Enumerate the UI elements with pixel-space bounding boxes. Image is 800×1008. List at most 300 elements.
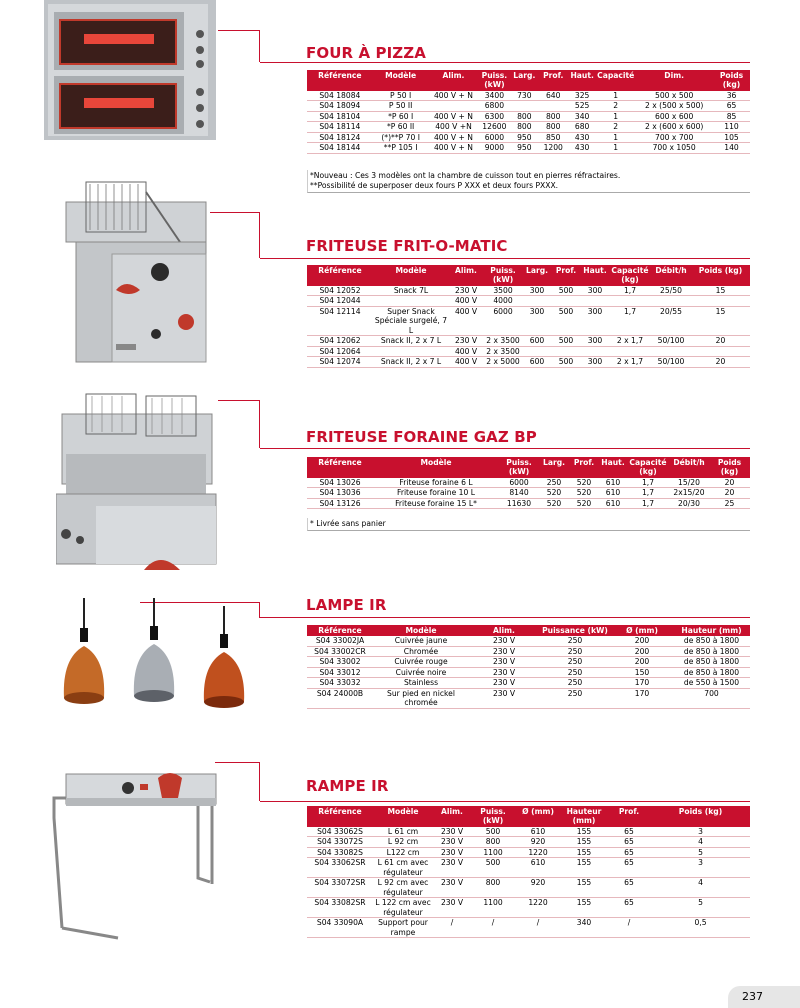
lampe-table-cell: 250 [539, 657, 611, 667]
rampe-table-cell: S04 33082SR [307, 898, 373, 918]
lampe-table-row [307, 636, 750, 646]
fritomatic-table-cell: 25/50 [651, 285, 691, 295]
fritomatic-table-cell: 300 [523, 285, 551, 295]
rampe-header-cell: Prof. [607, 806, 651, 826]
foraine-table-cell: 520 [539, 488, 569, 498]
pizza-table-cell: 950 [510, 143, 538, 153]
fritomatic-table-cell: S04 12114 [307, 306, 373, 335]
pizza-table-cell: 1 [596, 143, 635, 153]
lampe-ir-image [54, 598, 254, 720]
foraine-table-row [307, 477, 750, 487]
pizza-table-cell [429, 101, 479, 111]
foraine-table-cell: 520 [569, 488, 599, 498]
lampe-table-row [307, 678, 750, 688]
fritomatic-table-cell: 600 [523, 336, 551, 346]
pizza-table-cell: 1 [596, 90, 635, 100]
fritomatic-table-row [307, 296, 750, 306]
pizza-table-cell: 2 x (600 x 600) [635, 122, 713, 132]
pizza-table-row [307, 111, 750, 121]
rampe-table-cell: 155 [561, 826, 607, 836]
foraine-connector [218, 400, 260, 448]
rampe-table-cell: 65 [607, 898, 651, 918]
fritomatic-connector [210, 212, 260, 258]
lampe-table-cell: 200 [611, 657, 673, 667]
rampe-table-cell: S04 33072SR [307, 878, 373, 898]
foraine-table-cell: 20/30 [669, 498, 709, 508]
fritomatic-header-cell: Prof. [551, 265, 581, 285]
fritomatic-table-cell: 400 V [449, 306, 483, 335]
pizza-table-cell: 400 V + N [429, 143, 479, 153]
fritomatic-table-cell [691, 346, 750, 356]
page-number: 237 [728, 986, 800, 1008]
lampe-table-row [307, 646, 750, 656]
pizza-table-cell: 1 [596, 111, 635, 121]
fritomatic-table-cell: 400 V [449, 346, 483, 356]
rampe-table-cell: L 92 cm avec régulateur [373, 878, 433, 898]
pizza-table-cell: 6300 [478, 111, 510, 121]
lampe-table-cell: 170 [611, 678, 673, 688]
pizza-table-cell: S04 18144 [307, 143, 373, 153]
rampe-table-row [307, 837, 750, 847]
rampe-table-cell: 0,5 [651, 918, 750, 938]
pizza-table-cell: 325 [568, 90, 596, 100]
rampe-title: RAMPE IR [306, 777, 389, 795]
rampe-table-row [307, 847, 750, 857]
fritomatic-table-cell: 1,7 [609, 285, 651, 295]
pizza-table-cell [538, 101, 568, 111]
pizza-table-row [307, 101, 750, 111]
pizza-table-row [307, 132, 750, 142]
fritomatic-header-cell: Modèle [373, 265, 449, 285]
rampe-table-cell: 1220 [515, 847, 561, 857]
pizza-table-cell: 525 [568, 101, 596, 111]
foraine-table-cell: 610 [599, 498, 627, 508]
fritomatic-table-cell [551, 296, 581, 306]
rampe-header-cell: Modèle [373, 806, 433, 826]
rampe-table-row [307, 918, 750, 938]
rampe-table-cell: 230 V [433, 837, 471, 847]
pizza-table-cell: 800 [538, 122, 568, 132]
rampe-table-cell: L 122 cm avec régulateur [373, 898, 433, 918]
rampe-table-cell: S04 33082S [307, 847, 373, 857]
fritomatic-header-cell: Larg. [523, 265, 551, 285]
foraine-table-cell: S04 13036 [307, 488, 373, 498]
pizza-table-cell: 400 V +N [429, 122, 479, 132]
lampe-table-cell: 200 [611, 646, 673, 656]
pizza-table-cell: 6800 [478, 101, 510, 111]
pizza-table-cell: 140 [713, 143, 750, 153]
lampe-table-cell: 200 [611, 636, 673, 646]
fritomatic-table-cell: 500 [551, 306, 581, 335]
pizza-table-cell: S04 18084 [307, 90, 373, 100]
pizza-table [307, 70, 750, 154]
rampe-table-cell: 155 [561, 898, 607, 918]
rampe-header-cell: Puiss. (kW) [471, 806, 515, 826]
fritomatic-table-cell: 6000 [483, 306, 523, 335]
fritomatic-table-cell: 50/100 [651, 357, 691, 367]
lampe-table-cell: 230 V [469, 646, 539, 656]
fritomatic-table-cell: Snack II, 2 x 7 L [373, 336, 449, 346]
foraine-header-cell: Puiss. (kW) [499, 457, 539, 477]
pizza-table-cell: 800 [510, 122, 538, 132]
fritomatic-table-cell: 15 [691, 306, 750, 335]
pizza-note: **Possibilité de superposer deux fours P XXX et deux fours PXXX. [310, 180, 559, 190]
lampe-table-cell: 250 [539, 667, 611, 677]
fritomatic-header-cell: Débit/h [651, 265, 691, 285]
rampe-table-cell: 1220 [515, 898, 561, 918]
rampe-table-cell: 610 [515, 858, 561, 878]
rampe-table-cell: 1100 [471, 898, 515, 918]
pizza-table-cell: 36 [713, 90, 750, 100]
fritomatic-header-cell: Alim. [449, 265, 483, 285]
pizza-header-cell: Capacité [596, 70, 635, 90]
foraine-table-row [307, 488, 750, 498]
lampe-header-cell: Alim. [469, 625, 539, 636]
fritomatic-header-cell: Haut. [581, 265, 609, 285]
lampe-table-cell: Stainless [373, 678, 469, 688]
fritomatic-table-cell: 500 [551, 336, 581, 346]
fritomatic-table-cell: 300 [581, 285, 609, 295]
rampe-header-cell: Hauteur (mm) [561, 806, 607, 826]
rampe-table [307, 806, 750, 938]
pizza-table-cell: 3400 [478, 90, 510, 100]
lampe-table-row [307, 667, 750, 677]
rampe-table-cell: 920 [515, 878, 561, 898]
pizza-table-row [307, 90, 750, 100]
fritomatic-table-cell: 230 V [449, 285, 483, 295]
pizza-table-cell: S04 18104 [307, 111, 373, 121]
rampe-table-cell: S04 33072S [307, 837, 373, 847]
rampe-table-cell: 230 V [433, 847, 471, 857]
pizza-table-cell: 1 [596, 132, 635, 142]
lampe-connector-h [260, 617, 750, 618]
pizza-notes [307, 170, 750, 193]
pizza-table-cell: 2 [596, 122, 635, 132]
pizza-table-cell: 105 [713, 132, 750, 142]
rampe-table-cell: 500 [471, 858, 515, 878]
pizza-table-cell: 110 [713, 122, 750, 132]
foraine-title: FRITEUSE FORAINE GAZ BP [306, 428, 537, 446]
pizza-note: *Nouveau : Ces 3 modèles ont la chambre de cuisson tout en pierres réfractaires. [310, 171, 621, 180]
rampe-table-cell: S04 33062S [307, 826, 373, 836]
foraine-table-cell: 1,7 [627, 477, 669, 487]
foraine-table-cell: Friteuse foraine 15 L* [373, 498, 499, 508]
lampe-table-cell: de 850 à 1800 [673, 667, 750, 677]
lampe-table-cell: 250 [539, 678, 611, 688]
rampe-header-cell: Ø (mm) [515, 806, 561, 826]
foraine-table-cell: 20 [709, 488, 750, 498]
pizza-table-cell: 400 V + N [429, 90, 479, 100]
fritomatic-table-cell [373, 296, 449, 306]
fritomatic-table-cell: S04 12044 [307, 296, 373, 306]
fritomatic-table-cell: 20/55 [651, 306, 691, 335]
fritomatic-table-cell: S04 12062 [307, 336, 373, 346]
pizza-table-cell [510, 101, 538, 111]
fritomatic-table-cell: 1,7 [609, 306, 651, 335]
rampe-table-cell: 65 [607, 878, 651, 898]
pizza-table-cell: S04 18114 [307, 122, 373, 132]
foraine-header-cell: Capacité (kg) [627, 457, 669, 477]
lampe-table-cell: Chromée [373, 646, 469, 656]
fritomatic-table-cell: 300 [581, 336, 609, 346]
pizza-table-cell: S04 18124 [307, 132, 373, 142]
fritomatic-table-cell: 20 [691, 336, 750, 346]
pizza-table-cell: 950 [510, 132, 538, 142]
pizza-table-cell: 1200 [538, 143, 568, 153]
pizza-table-cell: 430 [568, 143, 596, 153]
foraine-connector-h [260, 448, 750, 449]
pizza-table-cell: S04 18094 [307, 101, 373, 111]
lampe-header-cell: Hauteur (mm) [673, 625, 750, 636]
lampe-table-cell: Cuivrée rouge [373, 657, 469, 667]
fritomatic-table-cell: 15 [691, 285, 750, 295]
lampe-table-cell: de 550 à 1500 [673, 678, 750, 688]
rampe-table-cell: 155 [561, 858, 607, 878]
foraine-table-cell: 2x15/20 [669, 488, 709, 498]
lampe-table-row [307, 657, 750, 667]
fritomatic-table-cell: 300 [581, 357, 609, 367]
foraine-table-cell: 1,7 [627, 488, 669, 498]
rampe-table-cell: 3 [651, 826, 750, 836]
rampe-connector-h [260, 801, 750, 802]
rampe-table-cell: / [607, 918, 651, 938]
fritomatic-table-cell: 230 V [449, 336, 483, 346]
fritomatic-table-cell [523, 346, 551, 356]
foraine-table-cell: 20 [709, 477, 750, 487]
rampe-header-cell: Alim. [433, 806, 471, 826]
lampe-table-cell: S04 33032 [307, 678, 373, 688]
pizza-table-cell: P 50 II [373, 101, 429, 111]
rampe-table-cell: 1100 [471, 847, 515, 857]
fritomatic-table-cell [581, 296, 609, 306]
fritomatic-table-cell [523, 296, 551, 306]
rampe-table-cell: 5 [651, 847, 750, 857]
pizza-table-cell: 9000 [478, 143, 510, 153]
foraine-note: * Livrée sans panier [310, 519, 386, 528]
pizza-header-cell: Modèle [373, 70, 429, 90]
lampe-table-row [307, 688, 750, 708]
pizza-table-cell: 730 [510, 90, 538, 100]
rampe-table-cell: 800 [471, 878, 515, 898]
pizza-table-cell: (*)**P 70 I [373, 132, 429, 142]
rampe-table-row [307, 878, 750, 898]
foraine-table-cell: 8140 [499, 488, 539, 498]
fritomatic-table-cell: 50/100 [651, 336, 691, 346]
pizza-header-cell: Prof. [538, 70, 568, 90]
foraine-header-cell: Débit/h [669, 457, 709, 477]
pizza-table-cell: 640 [538, 90, 568, 100]
lampe-table-cell: S04 33002JA [307, 636, 373, 646]
fritomatic-table-cell: 3500 [483, 285, 523, 295]
rampe-table-cell: S04 33062SR [307, 858, 373, 878]
fritomatic-table-row [307, 346, 750, 356]
lampe-title: LAMPE IR [306, 596, 387, 614]
pizza-table-cell: 680 [568, 122, 596, 132]
fritomatic-table-cell: 300 [523, 306, 551, 335]
rampe-header-cell: Référence [307, 806, 373, 826]
pizza-title: FOUR À PIZZA [306, 44, 426, 62]
foraine-table-cell: 520 [569, 498, 599, 508]
pizza-table-cell: 700 x 1050 [635, 143, 713, 153]
rampe-table-cell: / [515, 918, 561, 938]
rampe-table-cell: L122 cm [373, 847, 433, 857]
rampe-table-row [307, 858, 750, 878]
rampe-ir-image [48, 768, 224, 948]
foraine-header-cell: Poids (kg) [709, 457, 750, 477]
lampe-table-cell: de 850 à 1800 [673, 646, 750, 656]
fritomatic-table-cell: S04 12064 [307, 346, 373, 356]
rampe-header-cell: Poids (kg) [651, 806, 750, 826]
lampe-table-cell: de 850 à 1800 [673, 657, 750, 667]
rampe-table-row [307, 898, 750, 918]
fritomatic-table-cell [651, 346, 691, 356]
fritomatic-table-row [307, 285, 750, 295]
lampe-table-cell: Cuivrée jaune [373, 636, 469, 646]
lampe-table-cell: S04 33002CR [307, 646, 373, 656]
foraine-table-cell: S04 13126 [307, 498, 373, 508]
pizza-table-cell: 2 [596, 101, 635, 111]
fritomatic-table-cell: 300 [581, 306, 609, 335]
fritomatic-table-cell: 400 V [449, 357, 483, 367]
fritomatic-table-cell: Snack 7L [373, 285, 449, 295]
fritomatic-header-cell: Capacité (kg) [609, 265, 651, 285]
lampe-header-cell: Modèle [373, 625, 469, 636]
foraine-table [307, 457, 750, 509]
lampe-table-cell: S04 33002 [307, 657, 373, 667]
fritomatic-table-row [307, 357, 750, 367]
lampe-table-cell: Cuivrée noire [373, 667, 469, 677]
pizza-table-row [307, 143, 750, 153]
pizza-table-row [307, 122, 750, 132]
fritomatic-table-cell: 500 [551, 357, 581, 367]
rampe-table-cell: 800 [471, 837, 515, 847]
fritomatic-table-cell [691, 296, 750, 306]
lampe-table-cell: 170 [611, 688, 673, 708]
lampe-header-cell: Ø (mm) [611, 625, 673, 636]
foraine-table-cell: 6000 [499, 477, 539, 487]
rampe-table-cell: 4 [651, 878, 750, 898]
lampe-table-cell: 250 [539, 646, 611, 656]
rampe-table-cell: 155 [561, 847, 607, 857]
foraine-notes [307, 518, 750, 531]
lampe-table-cell: S04 33012 [307, 667, 373, 677]
rampe-table-cell: 65 [607, 847, 651, 857]
pizza-table-cell: **P 105 I [373, 143, 429, 153]
lampe-table-cell: 230 V [469, 657, 539, 667]
fritomatic-table-cell [609, 346, 651, 356]
lampe-header-cell: Référence [307, 625, 373, 636]
fritomatic-table-cell: 600 [523, 357, 551, 367]
fritomatic-table-cell: 500 [551, 285, 581, 295]
foraine-header-cell: Modèle [373, 457, 499, 477]
pizza-header-cell: Référence [307, 70, 373, 90]
fritomatic-table-cell [581, 346, 609, 356]
fritomatic-table-row [307, 336, 750, 346]
fritomatic-table-cell [651, 296, 691, 306]
lampe-table-cell: Sur pied en nickel chromée [373, 688, 469, 708]
foraine-table-cell: Friteuse foraine 6 L [373, 477, 499, 487]
rampe-table-cell: 3 [651, 858, 750, 878]
pizza-table-cell: 500 x 500 [635, 90, 713, 100]
rampe-table-cell: 65 [607, 826, 651, 836]
rampe-table-cell: L 92 cm [373, 837, 433, 847]
foraine-header-cell: Référence [307, 457, 373, 477]
rampe-table-cell: / [433, 918, 471, 938]
rampe-table-cell: 230 V [433, 878, 471, 898]
pizza-header-cell: Larg. [510, 70, 538, 90]
rampe-table-cell: 5 [651, 898, 750, 918]
rampe-table-cell: / [471, 918, 515, 938]
pizza-table-cell: 2 x (500 x 500) [635, 101, 713, 111]
lampe-table [307, 625, 750, 709]
rampe-table-cell: 65 [607, 837, 651, 847]
rampe-table-cell: 500 [471, 826, 515, 836]
fritomatic-table [307, 265, 750, 368]
fritomatic-table-cell: 4000 [483, 296, 523, 306]
foraine-fryer-image [56, 384, 220, 584]
fritomatic-table-cell: S04 12052 [307, 285, 373, 295]
foraine-table-cell: 11630 [499, 498, 539, 508]
lampe-table-cell: de 850 à 1800 [673, 636, 750, 646]
rampe-table-cell: 610 [515, 826, 561, 836]
fritomatic-header-cell: Poids (kg) [691, 265, 750, 285]
fritomatic-header-cell: Référence [307, 265, 373, 285]
fritomatic-table-cell: Super Snack Spéciale surgelé, 7 L [374, 306, 448, 335]
pizza-table-cell: *P 60 II [373, 122, 429, 132]
pizza-table-cell: 12600 [478, 122, 510, 132]
fritomatic-table-cell [373, 346, 449, 356]
lampe-table-cell: 700 [673, 688, 750, 708]
pizza-header-cell: Puiss. (kW) [478, 70, 510, 90]
foraine-table-cell: 520 [569, 477, 599, 487]
rampe-table-cell: 155 [561, 878, 607, 898]
fritomatic-table-cell: 2 x 1,7 [609, 336, 651, 346]
fritomatic-table-cell: 2 x 3500 [483, 336, 523, 346]
fritomatic-table-cell [551, 346, 581, 356]
foraine-header-cell: Prof. [569, 457, 599, 477]
lampe-table-cell: 230 V [469, 688, 539, 708]
pizza-table-cell: *P 60 I [373, 111, 429, 121]
fritomatic-table-cell: 2 x 1,7 [609, 357, 651, 367]
foraine-table-cell: 250 [539, 477, 569, 487]
fritomatic-fryer-image [56, 172, 216, 372]
foraine-table-row [307, 498, 750, 508]
pizza-table-cell: 400 V + N [429, 111, 479, 121]
fritomatic-header-cell: Puiss. (kW) [483, 265, 523, 285]
foraine-table-cell: 610 [599, 488, 627, 498]
rampe-table-row [307, 826, 750, 836]
pizza-header-cell: Haut. [568, 70, 596, 90]
foraine-header-cell: Haut. [599, 457, 627, 477]
foraine-table-cell: 520 [539, 498, 569, 508]
rampe-table-cell: L 61 cm [373, 826, 433, 836]
lampe-table-cell: 250 [539, 688, 611, 708]
fritomatic-title: FRITEUSE FRIT-O-MATIC [306, 237, 508, 255]
rampe-table-cell: 4 [651, 837, 750, 847]
fritomatic-table-cell: 2 x 3500 [483, 346, 523, 356]
lampe-header-cell: Puissance (kW) [539, 625, 611, 636]
fritomatic-table-cell: S04 12074 [307, 357, 373, 367]
rampe-table-cell: 230 V [433, 898, 471, 918]
lampe-table-cell: S04 24000B [307, 688, 373, 708]
rampe-table-cell: 230 V [433, 858, 471, 878]
rampe-table-cell: L 61 cm avec régulateur [373, 858, 433, 878]
lampe-table-cell: 230 V [469, 667, 539, 677]
foraine-table-cell: 1,7 [627, 498, 669, 508]
foraine-table-cell: Friteuse foraine 10 L [373, 488, 499, 498]
lampe-table-cell: 230 V [469, 636, 539, 646]
pizza-table-cell: 700 x 700 [635, 132, 713, 142]
